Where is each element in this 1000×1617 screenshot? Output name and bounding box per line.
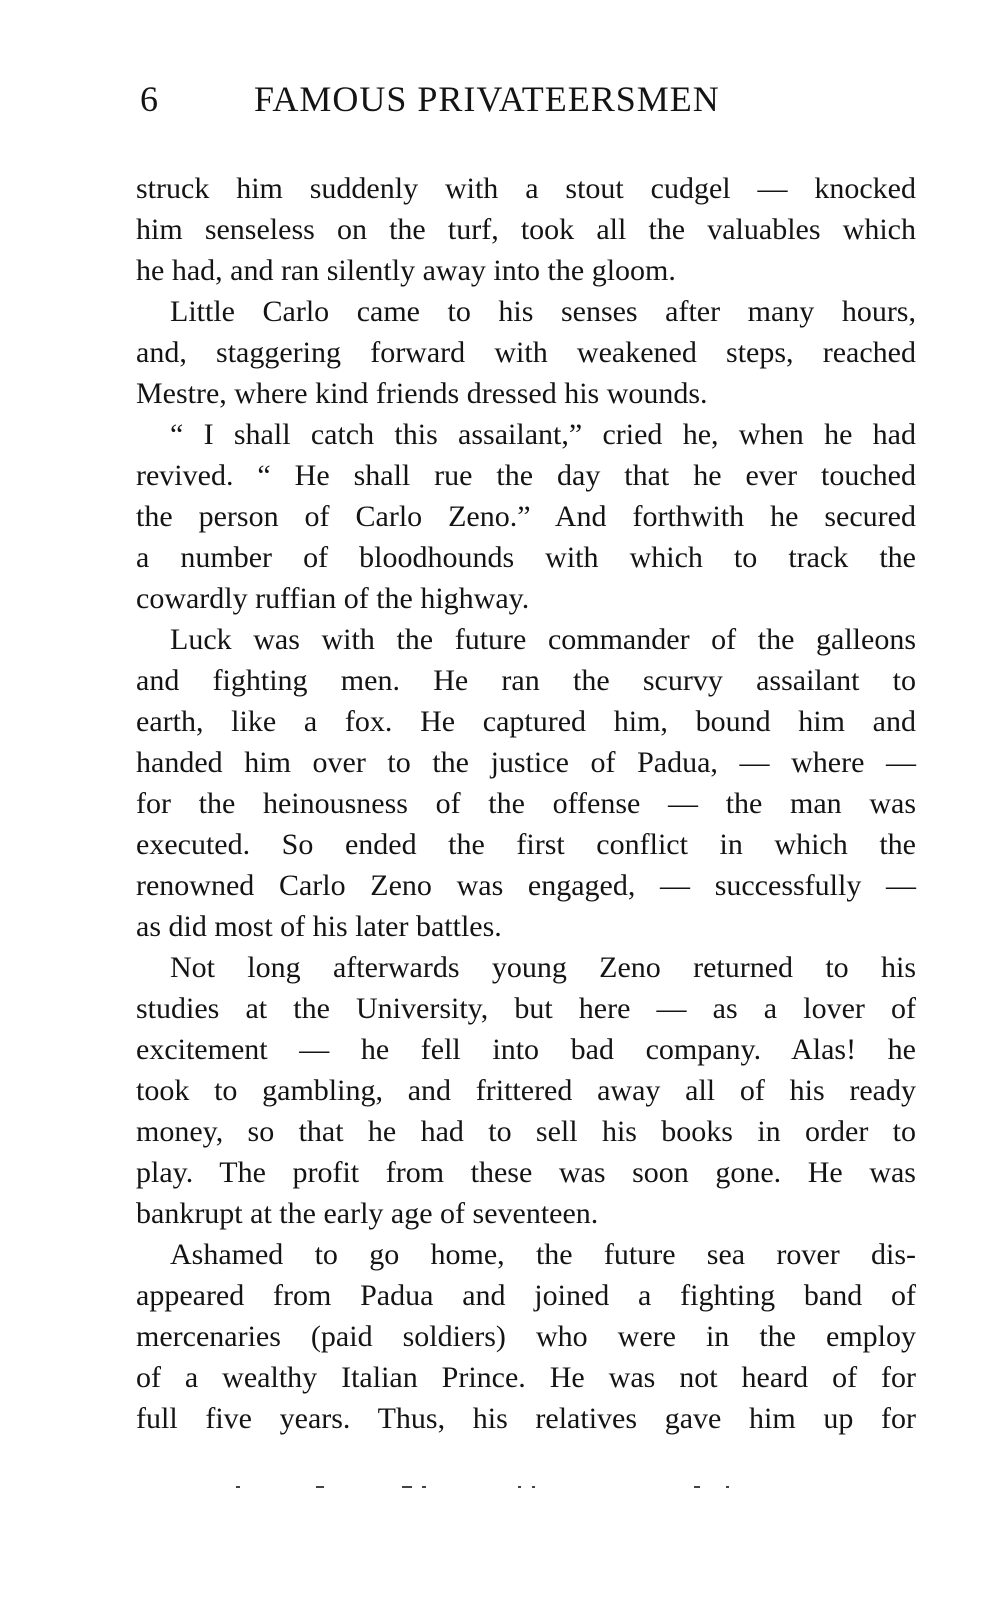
text-line: studies at the University, but here — as a lover of xyxy=(136,992,916,1025)
text-line: took to gambling, and frittered away all of his ready xyxy=(136,1074,916,1107)
scan-mark xyxy=(236,1486,240,1488)
text-line: renowned Carlo Zeno was engaged, — successfully — xyxy=(136,869,916,902)
text-line: as did most of his later battles. xyxy=(136,910,502,943)
scan-mark xyxy=(422,1486,426,1488)
text-line: full five years. Thus, his relatives gave him up for xyxy=(136,1402,916,1435)
page-number: 6 xyxy=(140,79,159,119)
text-line: for the heinousness of the offense — the man was xyxy=(136,787,916,820)
text-line: Luck was with the future commander of the galleons xyxy=(170,623,916,656)
text-line: and, staggering forward with weakened steps, reached xyxy=(136,336,916,369)
scan-mark xyxy=(532,1486,535,1488)
bleed-through-marks xyxy=(236,1486,736,1496)
text-line: the person of Carlo Zeno.” And forthwith he secured xyxy=(136,500,916,533)
text-line: cowardly ruffian of the highway. xyxy=(136,582,530,615)
text-line: him senseless on the turf, took all the valuables which xyxy=(136,213,916,246)
text-line: and fighting men. He ran the scurvy assailant to xyxy=(136,664,916,697)
scan-mark xyxy=(402,1486,412,1488)
text-line: Mestre, where kind friends dressed his wounds. xyxy=(136,377,708,410)
text-line: a number of bloodhounds with which to track the xyxy=(136,541,916,574)
text-line: of a wealthy Italian Prince. He was not heard of for xyxy=(136,1361,916,1394)
text-line: he had, and ran silently away into the gloom. xyxy=(136,254,676,287)
text-line: money, so that he had to sell his books in order to xyxy=(136,1115,916,1148)
page-header xyxy=(140,78,840,128)
text-line: excitement — he fell into bad company. Alas! he xyxy=(136,1033,916,1066)
text-line: handed him over to the justice of Padua, — where — xyxy=(136,746,916,779)
scan-mark xyxy=(694,1486,700,1488)
text-line: appeared from Padua and joined a fighting band of xyxy=(136,1279,916,1312)
scan-mark xyxy=(518,1486,521,1488)
running-title: FAMOUS PRIVATEERSMEN xyxy=(254,79,720,119)
scan-mark xyxy=(726,1486,729,1488)
text-line: revived. “ He shall rue the day that he ever touched xyxy=(136,459,916,492)
scan-mark xyxy=(316,1486,324,1488)
text-line: Ashamed to go home, the future sea rover dis- xyxy=(170,1238,916,1271)
text-line: executed. So ended the first conflict in which the xyxy=(136,828,916,861)
text-line: struck him suddenly with a stout cudgel — knocked xyxy=(136,172,916,205)
text-line: “ I shall catch this assailant,” cried he, when he had xyxy=(170,418,916,451)
text-line: earth, like a fox. He captured him, bound him and xyxy=(136,705,916,738)
text-line: Not long afterwards young Zeno returned to his xyxy=(170,951,916,984)
text-line: play. The profit from these was soon gone. He was xyxy=(136,1156,916,1189)
body-text xyxy=(136,168,916,1439)
text-line: bankrupt at the early age of seventeen. xyxy=(136,1197,599,1230)
text-line: mercenaries (paid soldiers) who were in the employ xyxy=(136,1320,916,1353)
text-line: Little Carlo came to his senses after many hours, xyxy=(170,295,916,328)
